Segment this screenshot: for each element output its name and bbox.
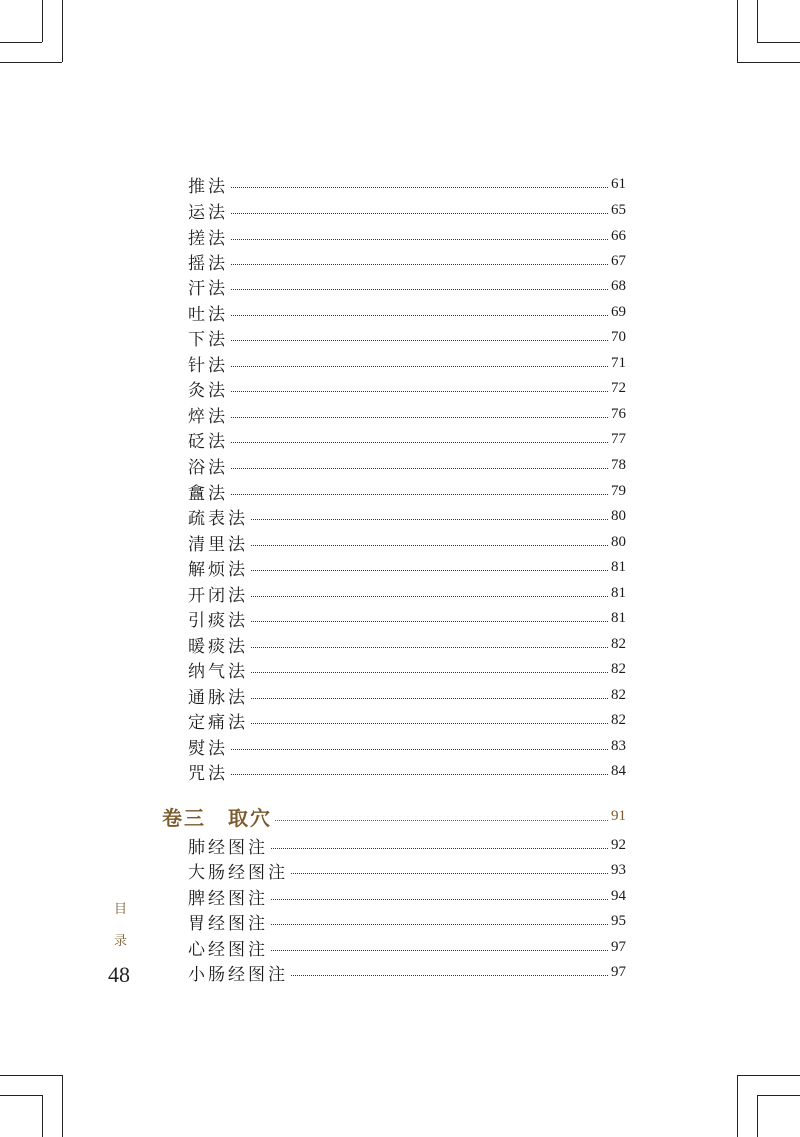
toc-entry-label: 清里法 bbox=[188, 534, 248, 555]
toc-entry-label: 大肠经图注 bbox=[188, 862, 288, 883]
toc-entry[interactable] bbox=[188, 832, 626, 858]
toc-entry-label: 盫法 bbox=[188, 483, 228, 504]
toc-entry[interactable] bbox=[188, 580, 626, 606]
crop-mark-bottom-right-h2 bbox=[757, 1095, 800, 1096]
toc-entry[interactable] bbox=[188, 299, 626, 325]
toc-entry-label: 开闭法 bbox=[188, 585, 248, 606]
chapter-heading[interactable] bbox=[162, 801, 626, 831]
toc-entry-label: 疏表法 bbox=[188, 508, 248, 529]
leader-dots bbox=[251, 671, 608, 673]
toc-entry-page: 97 bbox=[611, 963, 626, 980]
crop-mark-top-left-v bbox=[62, 0, 63, 62]
toc-entry-page: 61 bbox=[611, 175, 626, 192]
leader-dots bbox=[271, 898, 608, 900]
chapter-title bbox=[162, 802, 272, 831]
toc-entry[interactable] bbox=[188, 401, 626, 427]
crop-mark-bottom-left-v bbox=[62, 1075, 63, 1137]
crop-mark-top-right-h bbox=[737, 62, 800, 63]
leader-dots bbox=[251, 620, 608, 622]
crop-mark-bottom-left-v2 bbox=[42, 1095, 43, 1137]
toc-entry[interactable] bbox=[188, 197, 626, 223]
toc-entry-page: 79 bbox=[611, 482, 626, 499]
toc-entry[interactable] bbox=[188, 529, 626, 555]
toc-entry-label: 纳气法 bbox=[188, 661, 248, 682]
toc-entry[interactable] bbox=[188, 883, 626, 909]
toc-entry-label: 熨法 bbox=[188, 738, 228, 759]
toc-entry-page: 70 bbox=[611, 328, 626, 345]
toc-entry-label: 搓法 bbox=[188, 228, 228, 249]
toc-entry-label: 焠法 bbox=[188, 406, 228, 427]
toc-entry-label: 解烦法 bbox=[188, 559, 248, 580]
leader-dots bbox=[251, 544, 608, 546]
leader-dots bbox=[231, 441, 608, 443]
toc-entry-page: 68 bbox=[611, 277, 626, 294]
toc-entry-label: 吐法 bbox=[188, 304, 228, 325]
toc-entry-label: 定痛法 bbox=[188, 712, 248, 733]
chapter-volume: 卷三 bbox=[162, 805, 206, 830]
toc-entry-page: 66 bbox=[611, 227, 626, 244]
leader-dots bbox=[231, 186, 608, 188]
toc-entry-label: 灸法 bbox=[188, 380, 228, 401]
crop-mark-top-right-v2 bbox=[757, 0, 758, 42]
toc-entry-page: 82 bbox=[611, 660, 626, 677]
toc-entry-label: 胃经图注 bbox=[188, 913, 268, 934]
toc-entry-page: 81 bbox=[611, 558, 626, 575]
leader-dots bbox=[231, 288, 608, 290]
leader-dots bbox=[251, 518, 608, 520]
toc-entry[interactable] bbox=[188, 478, 626, 504]
toc-entry-label: 针法 bbox=[188, 355, 228, 376]
toc-entry-page: 95 bbox=[611, 912, 626, 929]
toc-entry-page: 81 bbox=[611, 609, 626, 626]
chapter-name: 取穴 bbox=[228, 805, 272, 830]
leader-dots bbox=[231, 339, 608, 341]
toc-entry[interactable] bbox=[188, 248, 626, 274]
toc-entry[interactable] bbox=[188, 959, 626, 985]
leader-dots bbox=[231, 390, 608, 392]
side-label-char: 录 bbox=[114, 934, 128, 949]
toc-entry-label: 下法 bbox=[188, 329, 228, 350]
toc-entry-label: 脾经图注 bbox=[188, 888, 268, 909]
toc-entry-label: 心经图注 bbox=[188, 939, 268, 960]
toc-entry[interactable] bbox=[188, 934, 626, 960]
crop-mark-top-right-h2 bbox=[757, 42, 800, 43]
toc-entry-page: 82 bbox=[611, 686, 626, 703]
leader-dots bbox=[291, 974, 608, 976]
crop-mark-bottom-right-v2 bbox=[757, 1095, 758, 1137]
toc-entry[interactable] bbox=[188, 273, 626, 299]
toc-entry-page: 94 bbox=[611, 887, 626, 904]
toc-entry-label: 肺经图注 bbox=[188, 837, 268, 858]
toc-entry[interactable] bbox=[188, 707, 626, 733]
crop-mark-top-left-v2 bbox=[42, 0, 43, 42]
crop-mark-top-left-h2 bbox=[0, 42, 42, 43]
toc-entry-page: 84 bbox=[611, 762, 626, 779]
toc-entry-page: 82 bbox=[611, 635, 626, 652]
toc-entry-label: 暖痰法 bbox=[188, 636, 248, 657]
leader-dots bbox=[251, 722, 608, 724]
toc-entry[interactable] bbox=[188, 733, 626, 759]
side-label-char: 目 bbox=[114, 902, 128, 917]
toc-entry[interactable] bbox=[188, 857, 626, 883]
toc-entry-page: 81 bbox=[611, 584, 626, 601]
leader-dots bbox=[231, 748, 608, 750]
leader-dots bbox=[251, 646, 608, 648]
leader-dots bbox=[271, 949, 608, 951]
leader-dots bbox=[231, 493, 608, 495]
toc-entry-page: 93 bbox=[611, 861, 626, 878]
crop-mark-bottom-left-h2 bbox=[0, 1095, 42, 1096]
toc-entry-label: 汗法 bbox=[188, 278, 228, 299]
leader-dots bbox=[231, 773, 608, 775]
toc-entry[interactable] bbox=[188, 682, 626, 708]
leader-dots bbox=[231, 416, 608, 418]
leader-dots bbox=[231, 263, 608, 265]
leader-dots bbox=[251, 595, 608, 597]
toc-entry-label: 砭法 bbox=[188, 431, 228, 452]
toc-entry-page: 76 bbox=[611, 405, 626, 422]
toc-entry[interactable] bbox=[188, 350, 626, 376]
page-number: 48 bbox=[108, 962, 130, 987]
crop-mark-top-right-v bbox=[737, 0, 738, 62]
toc-entry[interactable] bbox=[188, 171, 626, 197]
leader-dots bbox=[231, 467, 608, 469]
leader-dots bbox=[275, 820, 608, 821]
toc-entry-page: 71 bbox=[611, 354, 626, 371]
leader-dots bbox=[231, 212, 608, 214]
toc-entry[interactable] bbox=[188, 375, 626, 401]
toc-entry[interactable] bbox=[188, 656, 626, 682]
toc-entry-page: 72 bbox=[611, 379, 626, 396]
toc-entry-page: 77 bbox=[611, 430, 626, 447]
leader-dots bbox=[231, 314, 608, 316]
leader-dots bbox=[271, 923, 608, 925]
toc-entry-page: 80 bbox=[611, 507, 626, 524]
toc-entry-page: 69 bbox=[611, 303, 626, 320]
toc-entry[interactable] bbox=[188, 503, 626, 529]
crop-mark-top-left-h bbox=[0, 62, 62, 63]
leader-dots bbox=[231, 238, 608, 240]
toc-entry-page: 78 bbox=[611, 456, 626, 473]
toc-entry[interactable] bbox=[188, 605, 626, 631]
toc-entry[interactable] bbox=[188, 426, 626, 452]
toc-entry-label: 浴法 bbox=[188, 457, 228, 478]
crop-mark-bottom-right-v bbox=[737, 1075, 738, 1137]
chapter-page: 91 bbox=[611, 807, 626, 824]
toc-entry-page: 83 bbox=[611, 737, 626, 754]
toc-entry-label: 运法 bbox=[188, 202, 228, 223]
toc-entry-page: 82 bbox=[611, 711, 626, 728]
toc-entry[interactable] bbox=[188, 452, 626, 478]
toc-entry[interactable] bbox=[188, 554, 626, 580]
leader-dots bbox=[231, 365, 608, 367]
leader-dots bbox=[251, 697, 608, 699]
toc-entry-label: 咒法 bbox=[188, 763, 228, 784]
toc-entry[interactable] bbox=[188, 631, 626, 657]
toc-entry[interactable] bbox=[188, 324, 626, 350]
toc-entry-page: 92 bbox=[611, 836, 626, 853]
crop-mark-bottom-left-h bbox=[0, 1075, 62, 1076]
leader-dots bbox=[271, 847, 608, 849]
crop-mark-bottom-right-h bbox=[737, 1075, 800, 1076]
toc-entry[interactable] bbox=[188, 223, 626, 249]
toc-entry-label: 小肠经图注 bbox=[188, 964, 288, 985]
toc-entry[interactable] bbox=[188, 758, 626, 784]
leader-dots bbox=[291, 872, 608, 874]
leader-dots bbox=[251, 569, 608, 571]
toc-entry-label: 引痰法 bbox=[188, 610, 248, 631]
toc-entry-page: 80 bbox=[611, 533, 626, 550]
toc-entry-page: 67 bbox=[611, 252, 626, 269]
toc-entry-label: 通脉法 bbox=[188, 687, 248, 708]
toc-entry-page: 65 bbox=[611, 201, 626, 218]
toc-entry[interactable] bbox=[188, 908, 626, 934]
toc-entry-label: 推法 bbox=[188, 176, 228, 197]
toc-entry-page: 97 bbox=[611, 938, 626, 955]
toc-entry-label: 摇法 bbox=[188, 253, 228, 274]
